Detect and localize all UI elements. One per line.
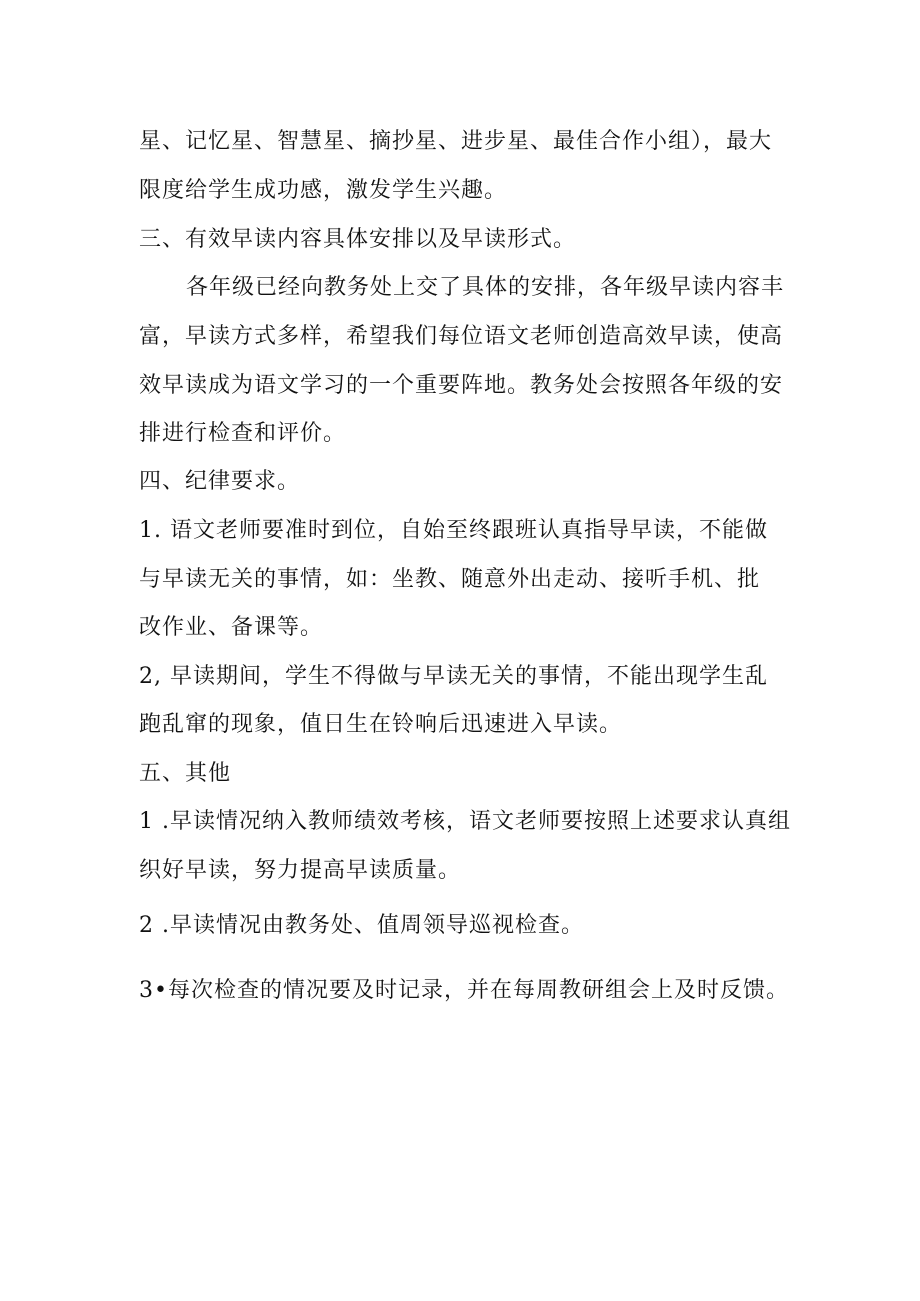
text-line: 改作业、备课等。 bbox=[139, 615, 324, 640]
text-line: 富，早读方式多样，希望我们每位语文老师创造高效早读，使高 bbox=[139, 324, 784, 349]
text-line: 排进行检查和评价。 bbox=[139, 421, 347, 446]
section-heading: 三、有效早读内容具体安排以及早读形式。 bbox=[139, 227, 577, 252]
text-line: 与早读无关的事情，如：坐教、随意外出走动、接听手机、批 bbox=[139, 567, 761, 592]
list-item: 2, 早读期间，学生不得做与早读无关的事情，不能出现学生乱 bbox=[139, 664, 768, 689]
list-item: 1 .早读情况纳入教师绩效考核，语文老师要按照上述要求认真组 bbox=[139, 809, 791, 834]
section-heading: 五、其他 bbox=[139, 761, 232, 786]
list-item: 3•每次检查的情况要及时记录，并在每周教研组会上及时反馈。 bbox=[139, 978, 789, 1003]
section-heading: 四、纪律要求。 bbox=[139, 469, 301, 494]
list-item: 2 .早读情况由教务处、值周领导巡视检查。 bbox=[139, 913, 584, 938]
paragraph-first-line: 各年级已经向教务处上交了具体的安排，各年级早读内容丰 bbox=[186, 275, 785, 300]
text-line: 织好早读，努力提高早读质量。 bbox=[139, 858, 462, 883]
text-line: 跑乱窜的现象，值日生在铃响后迅速进入早读。 bbox=[139, 712, 623, 737]
list-item: 1. 语文老师要准时到位，自始至终跟班认真指导早读，不能做 bbox=[139, 518, 768, 543]
text-line: 限度给学生成功感，激发学生兴趣。 bbox=[139, 178, 508, 203]
text-line: 效早读成为语文学习的一个重要阵地。教务处会按照各年级的安 bbox=[139, 373, 784, 398]
text-line: 星、记忆星、智慧星、摘抄星、进步星、最佳合作小组），最大 bbox=[139, 129, 773, 154]
